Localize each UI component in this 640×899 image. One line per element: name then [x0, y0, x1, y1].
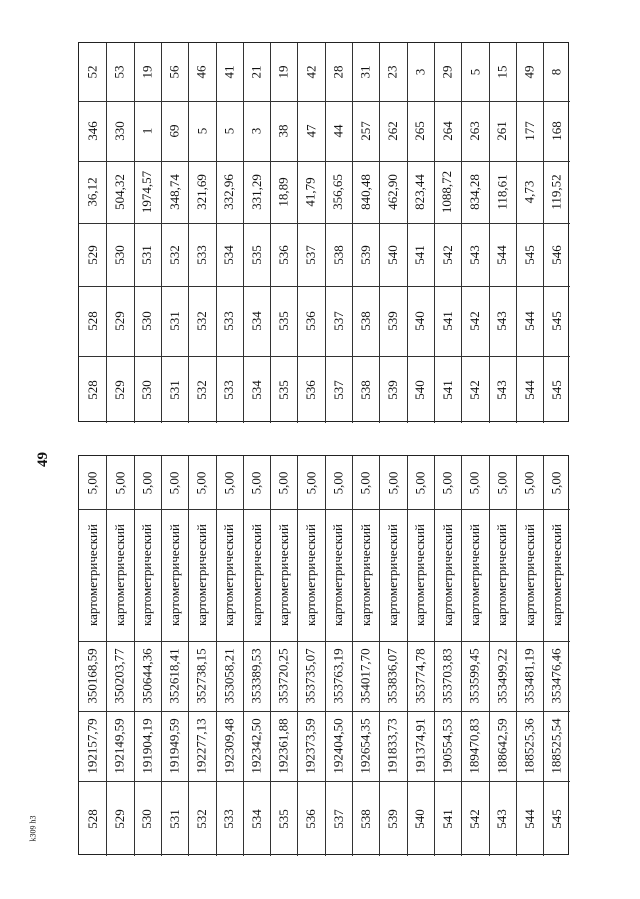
direction-minutes-cell: 23 — [384, 65, 400, 79]
y-coordinate-cell: 353763,19 — [330, 648, 346, 704]
segment-number-cell: 540 — [412, 379, 428, 400]
point-number-cell: 545 — [548, 808, 564, 829]
from-point-cell: 532 — [193, 311, 209, 331]
direction-minutes-cell: 5 — [466, 68, 482, 76]
direction-degrees-cell: 47 — [303, 124, 319, 138]
point-number-cell: 539 — [384, 808, 400, 829]
segment-number-cell: 535 — [275, 379, 291, 400]
distance-cell: 1088,72 — [439, 170, 455, 214]
direction-minutes-cell: 19 — [275, 65, 291, 79]
to-point-cell: 544 — [494, 244, 510, 265]
segment-number-cell: 534 — [248, 379, 264, 400]
accuracy-cell: 5,00 — [221, 471, 237, 494]
direction-degrees-cell: 265 — [412, 121, 428, 141]
accuracy-cell: 5,00 — [193, 471, 209, 494]
direction-degrees-cell: 44 — [330, 124, 346, 138]
accuracy-cell: 5,00 — [357, 471, 373, 494]
direction-minutes-cell: 21 — [248, 65, 264, 79]
method-cell: картометрический — [330, 524, 346, 626]
distance-cell: 36,12 — [84, 177, 100, 207]
direction-minutes-cell: 15 — [494, 65, 510, 79]
accuracy-cell: 5,00 — [439, 471, 455, 494]
x-coordinate-cell: 191374,91 — [412, 718, 428, 774]
direction-degrees-cell: 5 — [221, 127, 237, 135]
segment-number-cell: 544 — [521, 379, 537, 400]
method-cell: картометрический — [548, 524, 564, 626]
y-coordinate-cell: 353599,45 — [466, 648, 482, 704]
to-point-cell: 538 — [330, 244, 346, 265]
from-point-cell: 533 — [221, 311, 237, 331]
direction-degrees-cell: 5 — [193, 127, 209, 135]
to-point-cell: 533 — [193, 244, 209, 265]
method-cell: картометрический — [111, 524, 127, 626]
method-cell: картометрический — [166, 524, 182, 626]
method-cell: картометрический — [84, 524, 100, 626]
accuracy-cell: 5,00 — [384, 471, 400, 494]
to-point-cell: 543 — [466, 244, 482, 265]
method-cell: картометрический — [521, 524, 537, 626]
x-coordinate-cell: 192149,59 — [111, 718, 127, 774]
distance-cell: 118,61 — [494, 174, 510, 210]
method-cell: картометрический — [357, 524, 373, 626]
point-number-cell: 530 — [139, 808, 155, 829]
x-coordinate-cell: 192404,50 — [330, 718, 346, 774]
accuracy-cell: 5,00 — [303, 471, 319, 494]
x-coordinate-cell: 192277,13 — [193, 718, 209, 774]
accuracy-cell: 5,00 — [139, 471, 155, 494]
x-coordinate-cell: 192342,50 — [248, 718, 264, 774]
point-number-cell: 528 — [84, 808, 100, 829]
x-coordinate-cell: 191904,19 — [139, 718, 155, 774]
point-number-cell: 543 — [494, 808, 510, 829]
accuracy-cell: 5,00 — [166, 471, 182, 494]
x-coordinate-cell: 192157,79 — [84, 718, 100, 774]
segment-number-cell: 537 — [330, 379, 346, 400]
to-point-cell: 531 — [139, 244, 155, 265]
x-coordinate-cell: 191949,59 — [166, 718, 182, 774]
from-point-cell: 528 — [84, 311, 100, 331]
from-point-cell: 536 — [303, 311, 319, 331]
y-coordinate-cell: 353836,07 — [384, 648, 400, 704]
to-point-cell: 545 — [521, 244, 537, 265]
direction-degrees-cell: 264 — [439, 121, 455, 141]
to-point-cell: 529 — [84, 244, 100, 265]
segment-number-cell: 543 — [494, 379, 510, 400]
point-number-cell: 531 — [166, 808, 182, 829]
accuracy-cell: 5,00 — [111, 471, 127, 494]
from-point-cell: 542 — [466, 311, 482, 331]
to-point-cell: 542 — [439, 244, 455, 265]
from-point-cell: 544 — [521, 311, 537, 331]
direction-minutes-cell: 52 — [84, 65, 100, 79]
point-number-cell: 538 — [357, 808, 373, 829]
direction-minutes-cell: 49 — [521, 65, 537, 79]
from-point-cell: 537 — [330, 311, 346, 331]
y-coordinate-cell: 350168,59 — [84, 648, 100, 704]
direction-minutes-cell: 41 — [221, 65, 237, 79]
distance-cell: 462,90 — [384, 174, 400, 210]
y-coordinate-cell: 352618,41 — [166, 648, 182, 704]
page-number: 49 — [34, 451, 51, 467]
distance-cell: 41,79 — [303, 177, 319, 207]
method-cell: картометрический — [248, 524, 264, 626]
accuracy-cell: 5,00 — [84, 471, 100, 494]
distance-cell: 834,28 — [466, 174, 482, 210]
segment-number-cell: 532 — [193, 379, 209, 400]
footer-code: k309 h3 — [28, 815, 38, 841]
x-coordinate-cell: 189470,83 — [466, 718, 482, 774]
y-coordinate-cell: 353481,19 — [521, 648, 537, 704]
segment-number-cell: 528 — [84, 379, 100, 400]
to-point-cell: 537 — [303, 244, 319, 265]
direction-degrees-cell: 168 — [548, 121, 564, 141]
segment-number-cell: 531 — [166, 379, 182, 400]
accuracy-cell: 5,00 — [275, 471, 291, 494]
direction-degrees-cell: 261 — [494, 121, 510, 141]
distance-cell: 18,89 — [275, 177, 291, 207]
y-coordinate-cell: 354017,70 — [357, 648, 373, 704]
accuracy-cell: 5,00 — [521, 471, 537, 494]
accuracy-cell: 5,00 — [466, 471, 482, 494]
segment-number-cell: 533 — [221, 379, 237, 400]
method-cell: картометрический — [275, 524, 291, 626]
x-coordinate-cell: 191833,73 — [384, 718, 400, 774]
to-point-cell: 532 — [166, 244, 182, 265]
segment-number-cell: 529 — [111, 379, 127, 400]
direction-minutes-cell: 53 — [111, 65, 127, 79]
direction-minutes-cell: 42 — [303, 65, 319, 79]
distance-cell: 1974,57 — [139, 170, 155, 214]
distance-cell: 356,65 — [330, 174, 346, 210]
method-cell: картометрический — [139, 524, 155, 626]
to-point-cell: 535 — [248, 244, 264, 265]
y-coordinate-cell: 350203,77 — [111, 648, 127, 704]
y-coordinate-cell: 353499,22 — [494, 648, 510, 704]
y-coordinate-cell: 353389,53 — [248, 648, 264, 704]
to-point-cell: 540 — [384, 244, 400, 265]
to-point-cell: 536 — [275, 244, 291, 265]
to-point-cell: 539 — [357, 244, 373, 265]
method-cell: картометрический — [303, 524, 319, 626]
to-point-cell: 541 — [412, 244, 428, 265]
y-coordinate-cell: 353720,25 — [275, 648, 291, 704]
direction-degrees-cell: 38 — [275, 124, 291, 138]
point-number-cell: 535 — [275, 808, 291, 829]
direction-minutes-cell: 31 — [357, 65, 373, 79]
direction-degrees-cell: 263 — [466, 121, 482, 141]
point-number-cell: 536 — [303, 808, 319, 829]
point-number-cell: 533 — [221, 808, 237, 829]
direction-minutes-cell: 29 — [439, 65, 455, 79]
direction-degrees-cell: 262 — [384, 121, 400, 141]
direction-degrees-cell: 257 — [357, 121, 373, 141]
y-coordinate-cell: 353703,83 — [439, 648, 455, 704]
distance-cell: 119,52 — [548, 174, 564, 210]
method-cell: картометрический — [412, 524, 428, 626]
x-coordinate-cell: 188525,54 — [548, 718, 564, 774]
accuracy-cell: 5,00 — [412, 471, 428, 494]
right-measurements-table — [78, 42, 569, 422]
segment-number-cell: 542 — [466, 379, 482, 400]
point-number-cell: 544 — [521, 808, 537, 829]
direction-degrees-cell: 330 — [111, 121, 127, 141]
point-number-cell: 540 — [412, 808, 428, 829]
point-number-cell: 529 — [111, 808, 127, 829]
point-number-cell: 534 — [248, 808, 264, 829]
accuracy-cell: 5,00 — [548, 471, 564, 494]
x-coordinate-cell: 192361,88 — [275, 718, 291, 774]
direction-minutes-cell: 8 — [548, 68, 564, 76]
y-coordinate-cell: 353476,46 — [548, 648, 564, 704]
point-number-cell: 537 — [330, 808, 346, 829]
from-point-cell: 529 — [111, 311, 127, 331]
direction-minutes-cell: 3 — [412, 68, 428, 76]
from-point-cell: 539 — [384, 311, 400, 331]
y-coordinate-cell: 353735,07 — [303, 648, 319, 704]
direction-minutes-cell: 46 — [193, 65, 209, 79]
method-cell: картометрический — [439, 524, 455, 626]
method-cell: картометрический — [221, 524, 237, 626]
accuracy-cell: 5,00 — [248, 471, 264, 494]
x-coordinate-cell: 192309,48 — [221, 718, 237, 774]
distance-cell: 840,48 — [357, 174, 373, 210]
segment-number-cell: 530 — [139, 379, 155, 400]
from-point-cell: 545 — [548, 311, 564, 331]
y-coordinate-cell: 353774,78 — [412, 648, 428, 704]
x-coordinate-cell: 188525,36 — [521, 718, 537, 774]
x-coordinate-cell: 192654,35 — [357, 718, 373, 774]
distance-cell: 4,73 — [521, 180, 537, 204]
y-coordinate-cell: 353058,21 — [221, 648, 237, 704]
accuracy-cell: 5,00 — [494, 471, 510, 494]
left-coordinates-table — [78, 455, 569, 855]
point-number-cell: 542 — [466, 808, 482, 829]
direction-minutes-cell: 28 — [330, 65, 346, 79]
method-cell: картометрический — [494, 524, 510, 626]
distance-cell: 348,74 — [166, 174, 182, 210]
direction-degrees-cell: 3 — [248, 127, 264, 135]
to-point-cell: 530 — [111, 244, 127, 265]
from-point-cell: 530 — [139, 311, 155, 331]
from-point-cell: 531 — [166, 311, 182, 331]
distance-cell: 331,29 — [248, 174, 264, 210]
segment-number-cell: 541 — [439, 379, 455, 400]
distance-cell: 823,44 — [412, 174, 428, 210]
segment-number-cell: 538 — [357, 379, 373, 400]
x-coordinate-cell: 188642,59 — [494, 718, 510, 774]
to-point-cell: 546 — [548, 244, 564, 265]
from-point-cell: 535 — [275, 311, 291, 331]
from-point-cell: 534 — [248, 311, 264, 331]
direction-minutes-cell: 56 — [166, 65, 182, 79]
y-coordinate-cell: 350644,36 — [139, 648, 155, 704]
from-point-cell: 540 — [412, 311, 428, 331]
from-point-cell: 538 — [357, 311, 373, 331]
direction-minutes-cell: 19 — [139, 65, 155, 79]
to-point-cell: 534 — [221, 244, 237, 265]
accuracy-cell: 5,00 — [330, 471, 346, 494]
from-point-cell: 543 — [494, 311, 510, 331]
segment-number-cell: 545 — [548, 379, 564, 400]
method-cell: картометрический — [384, 524, 400, 626]
method-cell: картометрический — [466, 524, 482, 626]
segment-number-cell: 536 — [303, 379, 319, 400]
distance-cell: 321,69 — [193, 174, 209, 210]
y-coordinate-cell: 352738,15 — [193, 648, 209, 704]
direction-degrees-cell: 177 — [521, 121, 537, 141]
direction-degrees-cell: 1 — [139, 127, 155, 135]
segment-number-cell: 539 — [384, 379, 400, 400]
point-number-cell: 532 — [193, 808, 209, 829]
direction-degrees-cell: 346 — [84, 121, 100, 141]
x-coordinate-cell: 192373,59 — [303, 718, 319, 774]
x-coordinate-cell: 190554,53 — [439, 718, 455, 774]
direction-degrees-cell: 69 — [166, 124, 182, 138]
distance-cell: 504,32 — [111, 174, 127, 210]
point-number-cell: 541 — [439, 808, 455, 829]
method-cell: картометрический — [193, 524, 209, 626]
from-point-cell: 541 — [439, 311, 455, 331]
distance-cell: 332,96 — [221, 174, 237, 210]
